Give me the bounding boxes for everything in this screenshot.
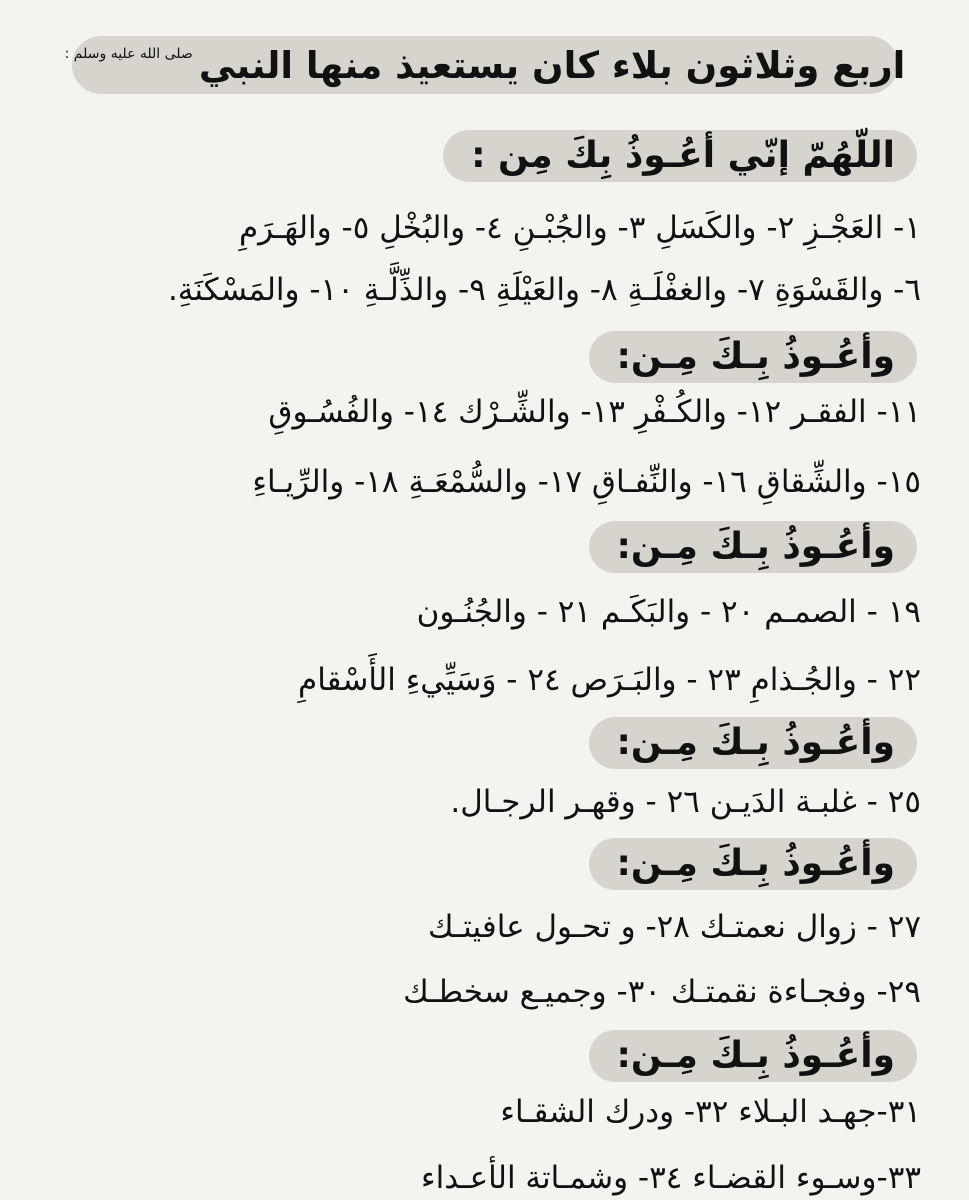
line-text: ١- العَجْـزِ ٢- والكَسَلِ ٣- والجُبْـنِ ٤- والبُخْلِ ٥- والهَـرَمِ [238,209,921,246]
line-6 [48,654,921,706]
section-header-text: وأعُـوذُ بِـكَ مِـن: [616,336,895,377]
line-text: ٣٣-وسـوء القضـاء ٣٤- وشمـاتة الأعـداء [421,1159,921,1196]
line-11 [48,1152,921,1200]
section-header-6 [589,1030,917,1082]
title-text: اربع وثلاثون بلاء كان يستعيذ منها النبي [198,43,906,87]
section-header-text: وأعُـوذُ بِـكَ مِـن: [616,526,895,567]
line-7 [48,776,921,828]
section-header-5 [589,838,917,890]
title-banner [64,36,906,94]
line-text: ١٩ - الصمـم ٢٠ - والبَكَـم ٢١ - والجُنُـون [416,593,921,630]
line-text: ٢٥ - غلبـة الدَيـن ٢٦ - وقهـر الرجـال. [450,783,921,820]
section-header-text: وأعُـوذُ بِـكَ مِـن: [616,843,895,884]
section-header-text: وأعُـوذُ بِـكَ مِـن: [616,1035,895,1076]
line-text: ٢٩- وفجـاءة نقمتـك ٣٠- وجميـع سخطـك [403,973,921,1010]
line-text: ٢٢ - والجُـذامِ ٢٣ - والبَـرَص ٢٤ - وَسَيِّيءِ الأَسْقامِ [298,661,921,698]
line-9 [48,966,921,1018]
section-header-1 [443,130,917,182]
line-2 [48,264,921,316]
line-10 [48,1086,921,1138]
line-4 [48,456,921,508]
section-header-4 [589,717,917,769]
line-text: ٣١-جهـد البـلاء ٣٢- ودرك الشقـاء [500,1093,921,1130]
section-header-text: وأعُـوذُ بِـكَ مِـن: [616,722,895,763]
line-8 [48,901,921,953]
line-1 [48,202,921,254]
line-text: ١١- الفقـر ١٢- والكُـفْرِ ١٣- والشِّـرْك ١٤- والفُسُـوقِ [268,393,921,430]
line-text: ٦- والقَسْوَةِ ٧- والغفْلَـةِ ٨- والعَيْلَةِ ٩- والذِّلَّـةِ ١٠- والمَسْكَنَةِ. [167,271,921,308]
section-header-text: اللّهُمّ إنّي أعُـوذُ بِكَ مِن : [471,135,895,176]
line-text: ٢٧ - زوال نعمتـك ٢٨- و تحـول عافيتـك [427,908,921,945]
line-5 [48,586,921,638]
line-text: ١٥- والشِّقاقِ ١٦- والنِّفـاقِ ١٧- والسُّمْعَـةِ ١٨- والرِّيـاءِ [252,463,921,500]
line-3 [48,386,921,438]
honorific-text: صلى الله عليه وسلم : [64,46,193,62]
section-header-3 [589,521,917,573]
section-header-2 [589,331,917,383]
